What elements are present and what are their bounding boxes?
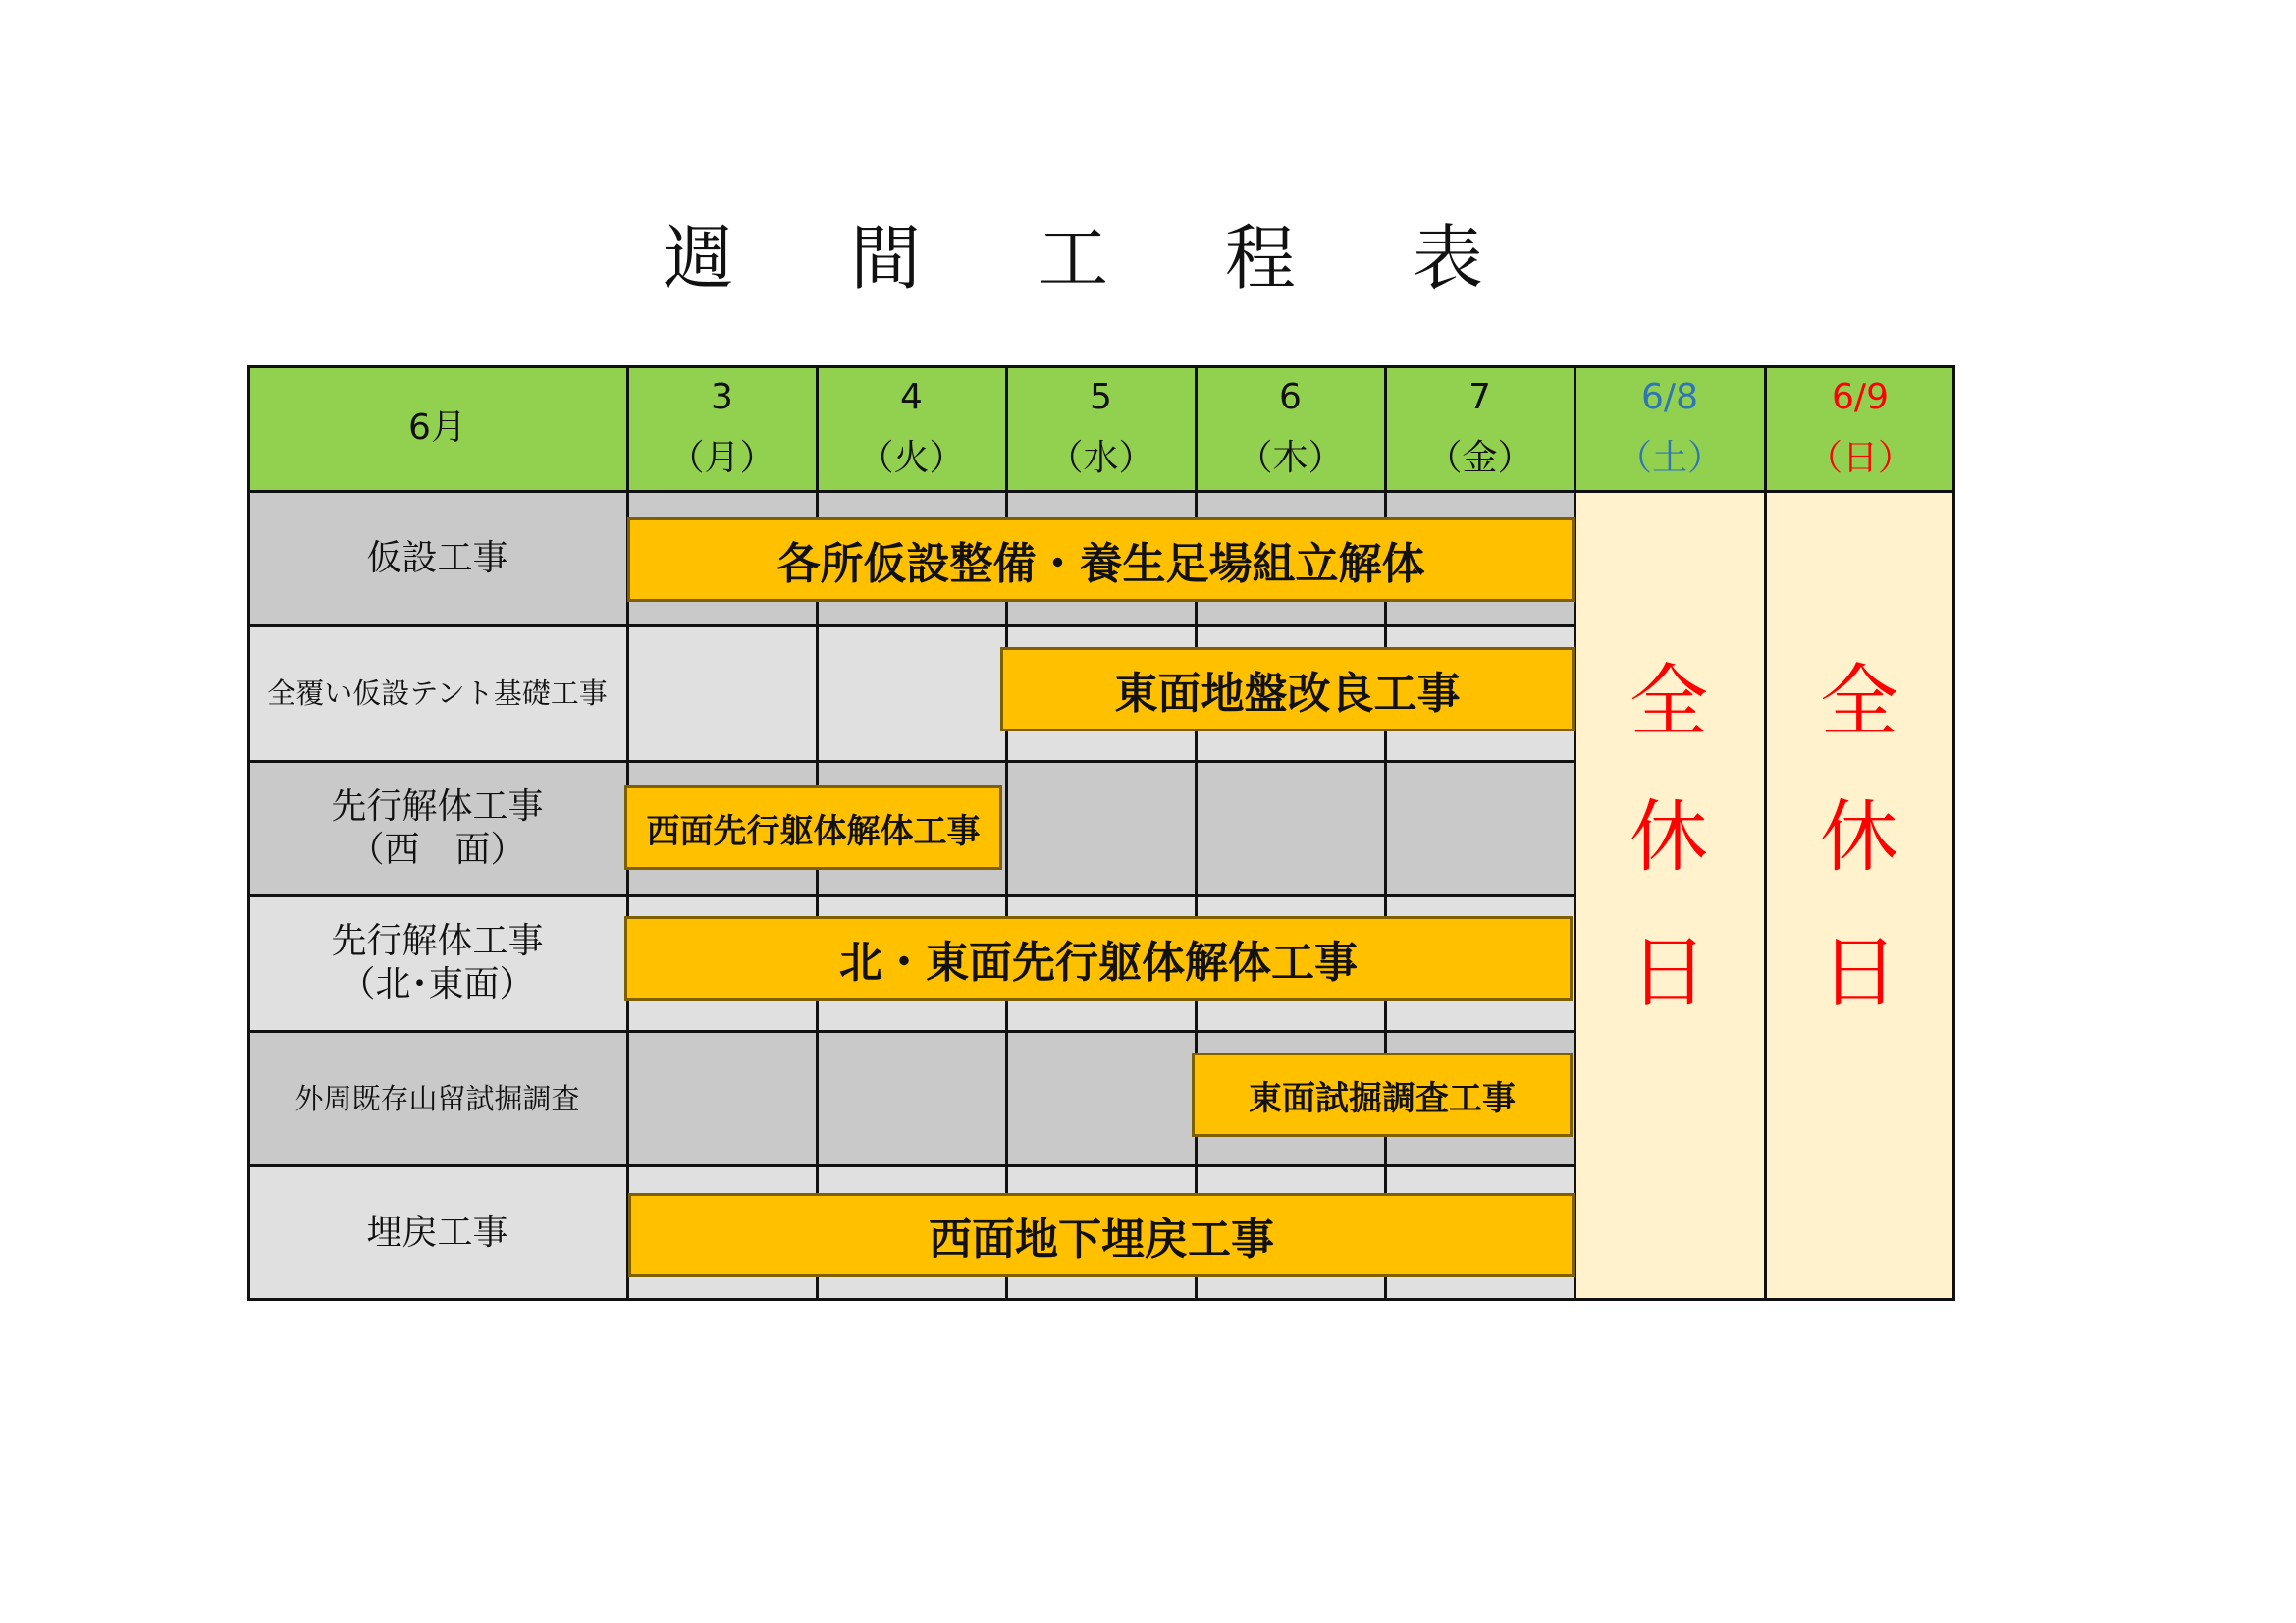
grid-line [247, 1164, 1575, 1167]
header-day-4 [817, 365, 1006, 491]
holiday-note-saturday [1575, 491, 1763, 1301]
header-month [247, 365, 627, 491]
row-label: 全覆い仮設テント基礎工事 [267, 676, 608, 710]
header-weekday: （水） [1047, 438, 1154, 478]
header-day-saturday [1575, 365, 1765, 491]
row-label: 埋戻工事 [366, 1213, 508, 1253]
grid-line [247, 894, 1575, 897]
grid-line [1384, 365, 1387, 1301]
grid-line [1195, 365, 1198, 1301]
holiday-char: 休 [1629, 791, 1708, 883]
holiday-char: 全 [1820, 656, 1898, 747]
header-weekday: （月） [668, 438, 775, 478]
row-label: 仮設工事 [366, 537, 508, 578]
header-day-5 [1006, 365, 1196, 491]
header-day-sunday [1765, 365, 1955, 491]
header-month-label: 6月 [408, 407, 466, 448]
row-label: 先行解体工事 （西 面） [331, 785, 544, 870]
row-label: 先行解体工事 （北･東面） [331, 921, 544, 1004]
grid-line [247, 1030, 1575, 1033]
task-bar: 西面地下埋戻工事 [628, 1193, 1575, 1277]
task-bar: 西面先行躯体解体工事 [624, 785, 1002, 870]
holiday-note-sunday [1765, 491, 1953, 1301]
header-date: 4 [900, 377, 923, 417]
header-weekday: （土） [1616, 438, 1723, 478]
header-date: 3 [711, 377, 733, 417]
header-date: 7 [1468, 377, 1491, 417]
row-label: 外周既存山留試掘調査 [294, 1081, 580, 1115]
header-weekday: （木） [1237, 438, 1344, 478]
page-title: 週 間 工 程 表 [663, 217, 1530, 299]
task-bar: 北・東面先行躯体解体工事 [624, 916, 1573, 1001]
grid-line [247, 624, 1575, 627]
header-weekday: （金） [1426, 438, 1533, 478]
header-day-3 [627, 365, 817, 491]
header-day-6 [1196, 365, 1385, 491]
task-bar: 各所仮設整備・養生足場組立解体 [627, 517, 1575, 602]
header-date: 6 [1279, 377, 1302, 417]
grid-line [247, 760, 1575, 763]
task-bar: 東面地盤改良工事 [1000, 647, 1575, 731]
header-date: 6/8 [1641, 377, 1698, 417]
header-date: 5 [1090, 377, 1112, 417]
task-bar: 東面試掘調査工事 [1192, 1053, 1573, 1137]
weekly-schedule-table [247, 365, 1955, 1301]
header-day-7 [1385, 365, 1575, 491]
holiday-char: 日 [1629, 927, 1708, 1018]
grid-line [1005, 365, 1008, 1301]
holiday-char: 休 [1820, 791, 1898, 883]
header-weekday: （火） [858, 438, 965, 478]
header-date: 6/9 [1832, 377, 1889, 417]
holiday-char: 全 [1629, 656, 1708, 747]
holiday-char: 日 [1820, 927, 1898, 1018]
header-weekday: （日） [1806, 438, 1913, 478]
